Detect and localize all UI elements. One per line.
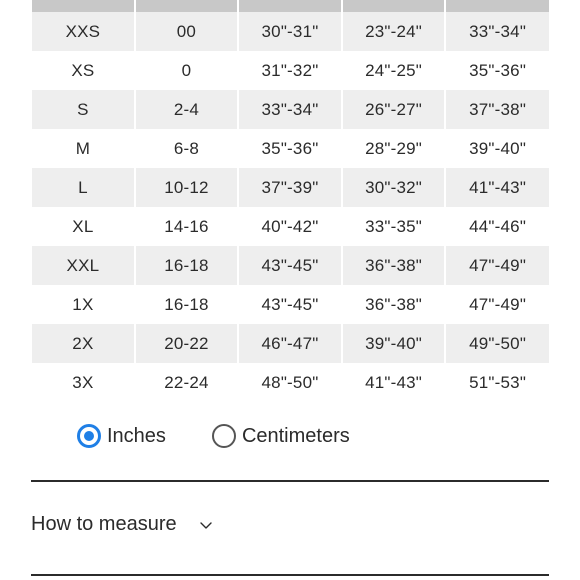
table-header-row [32,0,549,12]
numeric-size-cell: 6-8 [173,138,200,158]
measurement-cell: 24"-25" [365,60,423,80]
numeric-size-cell: 10-12 [136,168,238,207]
measurement-cell: 40"-42" [261,216,319,236]
table-row [32,12,549,51]
numeric-size-cell: 16-18 [164,294,209,314]
table-row [32,246,549,285]
table-header-cell [239,0,341,12]
size-cell: S [32,90,134,129]
inches-label: Inches [107,424,166,447]
measurement-cell: 30"-31" [239,12,341,51]
centimeters-option[interactable] [212,424,350,448]
table-header-cell [446,0,549,12]
measurement-cell: 39"-40" [343,324,445,363]
measurement-cell: 46"-47" [239,324,341,363]
size-cell: L [32,168,134,207]
table-header-cell [343,0,445,12]
measurement-cell: 36"-38" [343,246,445,285]
measurement-cell: 39"-40" [469,138,527,158]
measurement-cell: 23"-24" [343,12,445,51]
measurement-cell: 30"-32" [343,168,445,207]
numeric-size-cell: 0 [181,60,192,80]
inches-option[interactable] [77,424,166,448]
numeric-size-cell: 00 [136,12,238,51]
table-row [32,90,549,129]
table-row [32,168,549,207]
size-cell: M [75,138,91,158]
table-row [32,324,549,363]
measurement-cell: 37"-38" [446,90,549,129]
centimeters-radio[interactable] [212,424,236,448]
how-to-measure-label: How to measure [31,513,177,535]
table-row [32,285,549,324]
measurement-cell: 31"-32" [261,60,319,80]
table-row [32,129,549,168]
numeric-size-cell: 14-16 [164,216,209,236]
divider-bottom [31,574,549,576]
numeric-size-cell: 16-18 [136,246,238,285]
measurement-cell: 43"-45" [261,294,319,314]
divider-top [31,480,549,482]
measurement-cell: 47"-49" [446,246,549,285]
measurement-cell: 43"-45" [239,246,341,285]
measurement-cell: 35"-36" [261,138,319,158]
unit-selector [77,424,350,448]
numeric-size-cell: 2-4 [136,90,238,129]
size-cell: 2X [32,324,134,363]
size-cell: XXL [32,246,134,285]
size-cell: 3X [72,372,94,392]
measurement-cell: 48"-50" [261,372,319,392]
size-cell: XXS [32,12,134,51]
size-cell: XS [71,60,95,80]
measurement-cell: 26"-27" [343,90,445,129]
table-header-cell [32,0,134,12]
size-cell: XL [72,216,94,236]
table-header-cell [136,0,238,12]
inches-radio[interactable] [77,424,101,448]
measurement-cell: 36"-38" [365,294,423,314]
table-row [32,207,549,246]
measurement-cell: 47"-49" [469,294,527,314]
table-row [32,363,549,402]
measurement-cell: 41"-43" [446,168,549,207]
centimeters-label: Centimeters [241,424,350,447]
measurement-cell: 37"-39" [239,168,341,207]
measurement-cell: 33"-34" [239,90,341,129]
measurement-cell: 33"-34" [446,12,549,51]
measurement-cell: 51"-53" [469,372,527,392]
size-chart-table [32,0,549,402]
measurement-cell: 41"-43" [365,372,423,392]
numeric-size-cell: 20-22 [136,324,238,363]
numeric-size-cell: 22-24 [164,372,209,392]
measurement-cell: 33"-35" [365,216,423,236]
table-row [32,51,549,90]
how-to-measure-toggle[interactable] [31,513,213,536]
size-cell: 1X [72,294,94,314]
measurement-cell: 44"-46" [469,216,527,236]
measurement-cell: 49"-50" [446,324,549,363]
measurement-cell: 28"-29" [365,138,423,158]
measurement-cell: 35"-36" [469,60,527,80]
chevron-down-icon [199,518,213,532]
